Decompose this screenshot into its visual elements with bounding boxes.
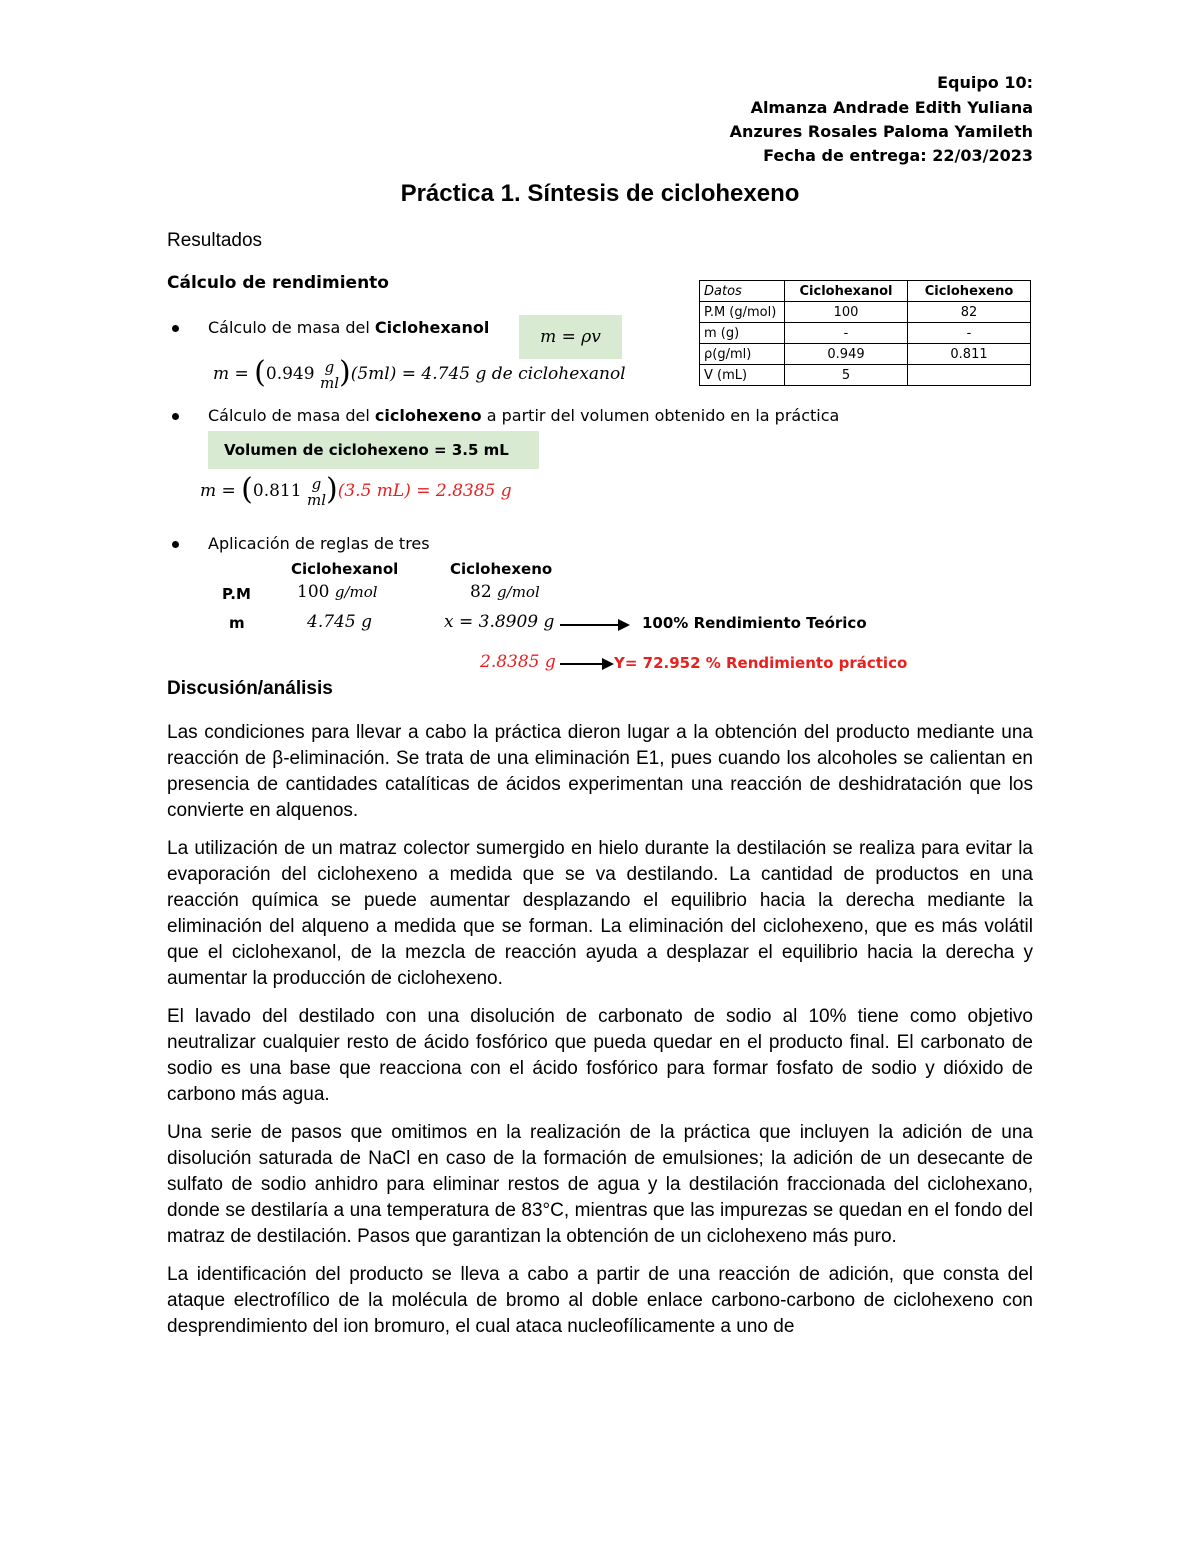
- eq2-m: m =: [200, 481, 242, 501]
- rule-col-1: Ciclohexanol: [291, 560, 399, 578]
- rule-row-1-label: P.M: [222, 585, 251, 603]
- equation-1: m = (0.949 g ml )(5ml) = 4.745 g de ciclohexanol: [213, 355, 626, 392]
- bullet-1-text: Cálculo de masa del: [208, 318, 375, 337]
- discussion-heading: Discusión/análisis: [167, 678, 333, 699]
- paragraph: Las condiciones para llevar a cabo la práctica dieron lugar a la obtención del producto mediante una reacción de β-eliminación. Se trata de una eliminación E1, pues cuando los alcoholes se calientan en presencia de cantidades catalíticas de ácidos experimentan una reacción de deshidratación que los convierte en alquenos.: [167, 722, 1033, 821]
- table-cell: [908, 365, 1031, 386]
- paragraph: Una serie de pasos que omitimos en la realización de la práctica que incluyen la adición de una disolución saturada de NaCl en caso de la formación de emulsiones; la adición de un desecante de sulfato de sodio anhidro para eliminar restos de agua y la destilación fraccionada del ciclohexano, donde se destilaría a una temperatura de 83°C, mientras que las impurezas se quedan en el fondo del matraz de destilación. Pasos que garantizan la obtención de un ciclohexeno más puro.: [167, 1122, 1033, 1247]
- page-title: Práctica 1. Síntesis de ciclohexeno: [400, 180, 800, 207]
- table-cell: 0.811: [908, 344, 1031, 365]
- paragraph: La identificación del producto se lleva a cabo a partir de una reacción de adición, que consta del ataque electrofílico de la molécula de bromo al doble enlace carbono-carbono de ciclohexeno con desprendimiento del ion bromuro, el cual ataca nucleofílicamente a uno de: [167, 1264, 1033, 1337]
- rule-pm-1: 100: [297, 582, 330, 602]
- volume-box: Volumen de ciclohexeno = 3.5 mL: [208, 431, 539, 469]
- rule-row-1-c1: [297, 582, 378, 602]
- practical-yield: Y= 72.952 % Rendimiento práctico: [614, 654, 908, 672]
- rule-row-2-label: m: [229, 614, 245, 632]
- bullet-dot: [172, 541, 179, 548]
- eq1-volume: (5ml): [350, 364, 397, 384]
- table-header: Datos: [700, 281, 785, 302]
- table-row: [700, 365, 1031, 386]
- bullet-3: Aplicación de reglas de tres: [208, 534, 430, 553]
- equation-2: m = (0.811 g ml )(3.5 mL) = 2.8385 g: [200, 472, 512, 509]
- discussion-body: [167, 720, 1033, 1352]
- table-cell: 0.949: [785, 344, 908, 365]
- table-row: [700, 323, 1031, 344]
- rule-row-2-c2: x = 3.8909 g: [444, 612, 555, 632]
- rule-row-2-c1: 4.745 g: [307, 612, 372, 632]
- table-cell: m (g): [700, 323, 785, 344]
- results-label: Resultados: [167, 230, 263, 251]
- bullet-2-text: Cálculo de masa del: [208, 406, 375, 425]
- table-row: [700, 344, 1031, 365]
- table-cell: -: [908, 323, 1031, 344]
- eq1-density: 0.949: [265, 364, 315, 384]
- eq1-m: m =: [213, 364, 255, 384]
- table-cell: 100: [785, 302, 908, 323]
- formula-box: m = ρv: [519, 315, 622, 359]
- eq2-volume-result: (3.5 mL) = 2.8385 g: [337, 481, 512, 501]
- eq2-density: 0.811: [252, 481, 302, 501]
- bullet-dot: [172, 325, 179, 332]
- table-cell: 82: [908, 302, 1031, 323]
- rule-col-2: Ciclohexeno: [450, 560, 553, 578]
- table-cell: 5: [785, 365, 908, 386]
- arrow-head-icon: [618, 619, 630, 631]
- paragraph: La utilización de un matraz colector sumergido en hielo durante la destilación se realiza para evitar la evaporación del ciclohexeno a medida que se va destilando. La cantidad de productos en una reacción química se puede aumentar desplazando el equilibrio hacia la derecha mediante la eliminación del alqueno a medida que se forman. La eliminación del ciclohexeno, que es más volátil que el ciclohexanol, de la mezcla de reacción ayuda a desplazar el equilibrio hacia la derecha y aumentar la producción de ciclohexeno.: [167, 838, 1033, 989]
- table-row: [700, 302, 1031, 323]
- eq1-result: = 4.745 g de ciclohexanol: [396, 364, 626, 384]
- eq2-unit-den: ml: [306, 490, 326, 509]
- table-cell: P.M (g/mol): [700, 302, 785, 323]
- bullet-2: [208, 406, 839, 425]
- arrow-line: [560, 624, 620, 626]
- rule-pm-2: 82: [470, 582, 492, 602]
- bullet-1: [208, 318, 489, 337]
- bullet-1-bold: Ciclohexanol: [374, 318, 490, 337]
- member-1: Almanza Andrade Edith Yuliana: [750, 98, 1033, 117]
- table-cell: V (mL): [700, 365, 785, 386]
- paragraph: El lavado del destilado con una disolución de carbonato de sodio al 10% tiene como objetivo neutralizar cualquier resto de ácido fosfórico que pueda quedar en el producto final. El carbonato de sodio es una base que reacciona con el ácido fosfórico para formar fosfato de sodio y dióxido de carbono más agua.: [167, 1006, 1033, 1105]
- table-header: Ciclohexeno: [908, 281, 1031, 302]
- eq1-unit-num: g: [324, 357, 335, 376]
- bullet-2-bold: ciclohexeno: [374, 406, 482, 425]
- bullet-2-post: a partir del volumen obtenido en la práctica: [481, 406, 840, 425]
- practical-mass: 2.8385 g: [480, 652, 556, 672]
- rule-pm-1-unit: g/mol: [334, 583, 378, 601]
- bullet-dot: [172, 413, 179, 420]
- due-date: Fecha de entrega: 22/03/2023: [763, 146, 1033, 165]
- member-2: Anzures Rosales Paloma Yamileth: [729, 122, 1033, 141]
- arrow-head-icon: [602, 658, 614, 670]
- table-cell: ρ(g/ml): [700, 344, 785, 365]
- arrow-line: [560, 663, 605, 665]
- rule-pm-2-unit: g/mol: [497, 583, 540, 601]
- table-cell: -: [785, 323, 908, 344]
- eq2-unit-num: g: [311, 474, 322, 493]
- yield-heading: Cálculo de rendimiento: [167, 273, 389, 293]
- theoretical-yield: 100% Rendimiento Teórico: [642, 614, 867, 632]
- table-header: Ciclohexanol: [785, 281, 908, 302]
- data-table: [699, 280, 1031, 386]
- team-label: Equipo 10:: [937, 73, 1033, 92]
- rule-row-1-c2: [470, 582, 540, 602]
- eq1-unit-den: ml: [319, 373, 339, 392]
